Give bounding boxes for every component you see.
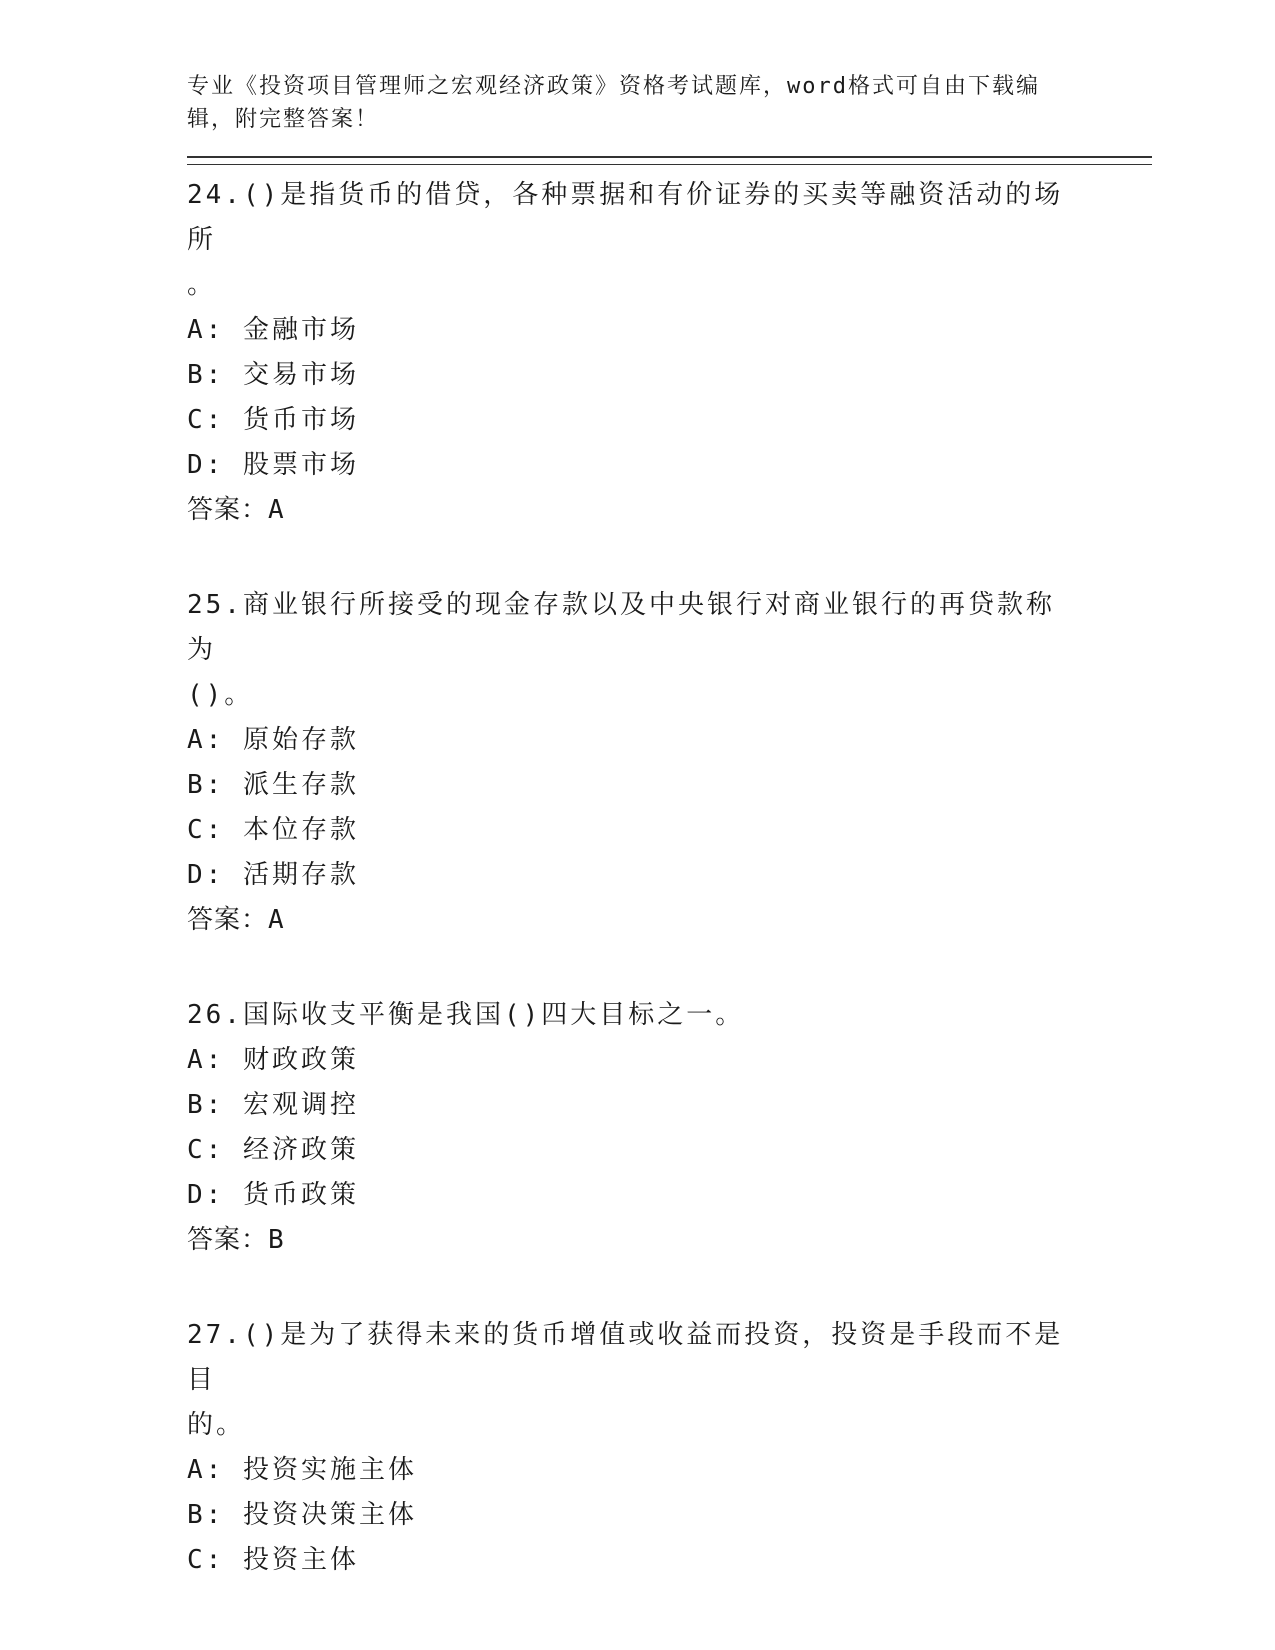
answer: 答案：B [187, 1225, 285, 1255]
option-c: C: 投资主体 [187, 1545, 359, 1575]
header-line-2: 辑，附完整答案！ [187, 107, 380, 132]
question-text: 24.()是指货币的借贷，各种票据和有价证券的买卖等融资活动的场所 。 [187, 180, 1064, 300]
question-text: 25.商业银行所接受的现金存款以及中央银行对商业银行的再贷款称为 ()。 [187, 590, 1055, 710]
option-b: B: 投资决策主体 [187, 1500, 417, 1530]
document-header [187, 70, 1067, 136]
spacer [187, 943, 1152, 993]
option-a: A: 原始存款 [187, 725, 359, 755]
option-c: C: 经济政策 [187, 1135, 359, 1165]
question-26 [187, 993, 1152, 1263]
question-27 [187, 1313, 1152, 1583]
option-b: B: 交易市场 [187, 360, 359, 390]
answer: 答案：A [187, 905, 285, 935]
spacer [187, 1263, 1152, 1313]
option-c: C: 本位存款 [187, 815, 359, 845]
answer: 答案：A [187, 495, 285, 525]
option-c: C: 货币市场 [187, 405, 359, 435]
question-24 [187, 173, 1152, 533]
option-b: B: 宏观调控 [187, 1090, 359, 1120]
header-line-1: 专业《投资项目管理师之宏观经济政策》资格考试题库，word格式可自由下载编 [187, 74, 1040, 99]
header-divider [187, 156, 1152, 165]
option-a: A: 金融市场 [187, 315, 359, 345]
spacer [187, 533, 1152, 583]
question-text: 26.国际收支平衡是我国()四大目标之一。 [187, 1000, 745, 1030]
option-a: A: 投资实施主体 [187, 1455, 417, 1485]
option-a: A: 财政政策 [187, 1045, 359, 1075]
document-page [187, 70, 1152, 1583]
option-b: B: 派生存款 [187, 770, 359, 800]
option-d: D: 货币政策 [187, 1180, 359, 1210]
question-text: 27.()是为了获得未来的货币增值或收益而投资，投资是手段而不是目 的。 [187, 1320, 1064, 1440]
option-d: D: 活期存款 [187, 860, 359, 890]
option-d: D: 股票市场 [187, 450, 359, 480]
question-25 [187, 583, 1152, 943]
